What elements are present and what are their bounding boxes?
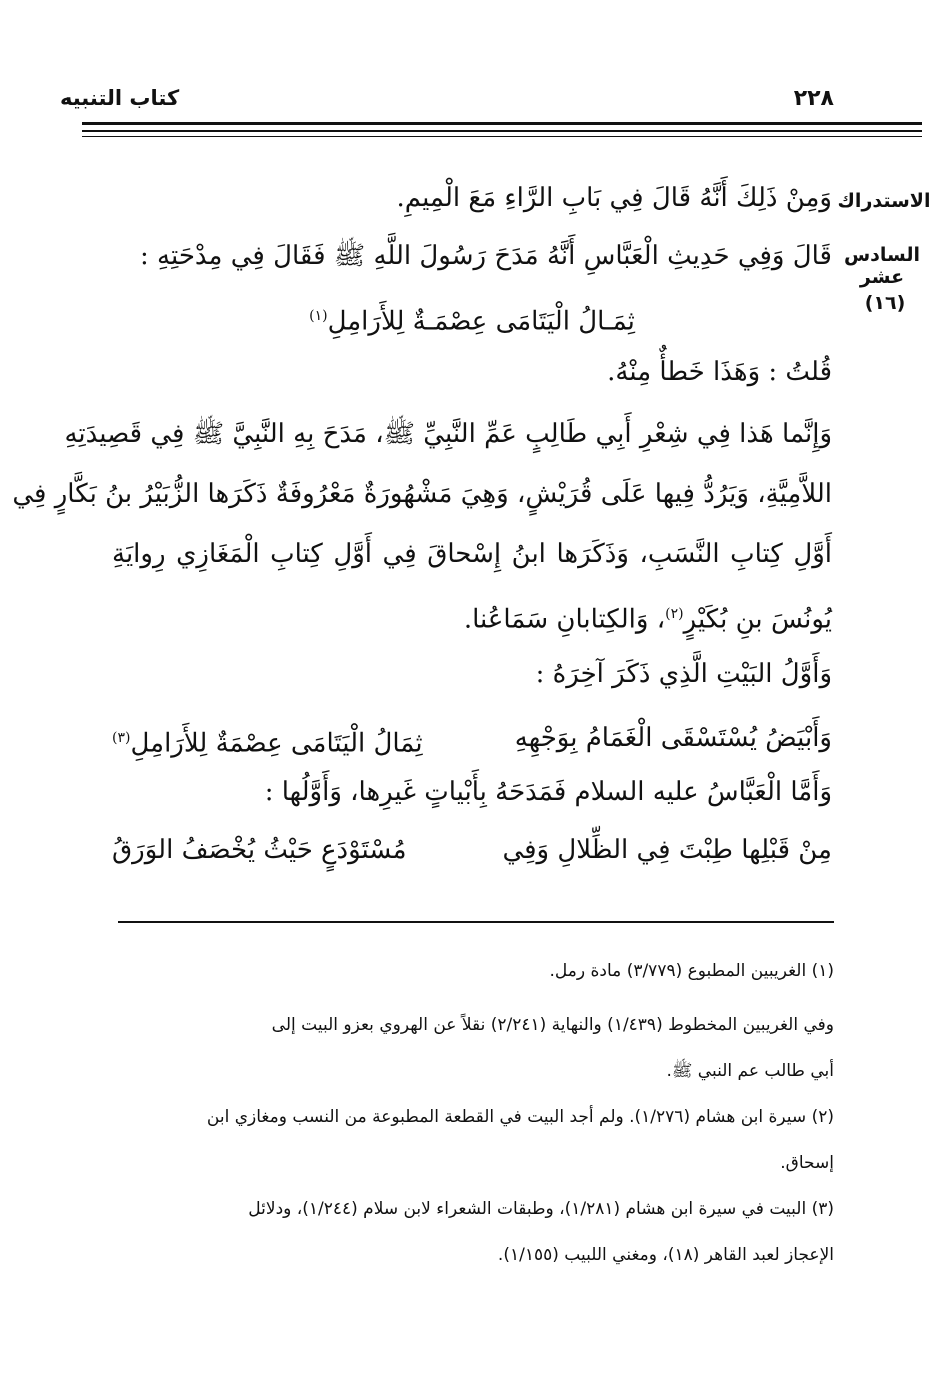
body-line-5: وَأَمَّا الْعَبَّاسُ عليه السلام فَمَدَحَهُ بِأَبْياتٍ غَيرِها، وَأَوَّلُها : <box>264 777 832 807</box>
verse-2 <box>112 718 832 764</box>
footnote-ref-3: (٣) <box>112 730 131 746</box>
footnote-separator <box>118 921 834 923</box>
verse-2-first-hemistich: وَأَبْيَضُ يُسْتَسْقَى الْغَمَامُ بِوَجْهِهِ <box>514 723 832 753</box>
header-rule-middle <box>82 130 922 132</box>
footnote-1-line-2: وفي الغريبين المخطوط (١/٤٣٩) والنهاية (٢/٢٤١) نقلاً عن الهروي بعزو البيت إلى <box>271 1015 834 1035</box>
footnote-2-line-1: (٢) سيرة ابن هشام (١/٢٧٦). ولم أجد البيت في القطعة المطبوعة من النسب ومغازي ابن <box>206 1107 834 1127</box>
body-line-1: وَمِنْ ذَلِكَ أَنَّهُ قَالَ فِي بَابِ الرَّاءِ مَعَ الْمِيمِ. <box>396 183 832 213</box>
footnote-3-line-2: الإعجاز لعبد القاهر (١٨)، ومغني اللبيب (١/١٥٥). <box>497 1245 834 1265</box>
body-line-4: وَأَوَّلُ البَيْتِ الَّذِي ذَكَرَ آخِرَهُ : <box>535 659 832 689</box>
verse-3-first-hemistich: مِنْ قَبْلِها طِبْتَ فِي الظِّلالِ وَفِي <box>502 835 832 865</box>
footnote-ref-2: (٢) <box>665 606 684 622</box>
verse-1 <box>112 296 832 342</box>
book-title: كتاب التنبيه <box>60 86 180 110</box>
footnote-2-line-2: إسحاق. <box>780 1153 834 1173</box>
paragraph-line-4 <box>112 594 832 640</box>
header-rule-thin <box>82 136 922 137</box>
footnote-ref-1: (١) <box>309 308 328 324</box>
paragraph-line-3: أَوَّلِ كِتابِ النَّسَبِ، وَذَكَرَها ابنُ إِسْحاقَ فِي أَوَّلِ كِتابِ الْمَغَازِي رِوايَةِ <box>112 539 832 569</box>
footnote-1-line-1: (١) الغريبين المطبوع (٣/٧٧٩) مادة رمل. <box>549 961 834 981</box>
footnote-3-line-1: (٣) البيت في سيرة ابن هشام (١/٢٨١)، وطبقات الشعراء لابن سلام (١/٢٤٤)، ودلائل <box>248 1199 834 1219</box>
verse-3-second-hemistich: مُسْتَوْدَعٍ حَيْثُ يُخْصَفُ الوَرَقُ <box>112 835 407 865</box>
footnote-1-line-3: أبي طالب عم النبي ﷺ. <box>666 1061 834 1081</box>
paragraph-line-4-a: يُونُسَ بنِ بُكَيْرٍ <box>683 604 832 635</box>
header-rule-thick <box>82 122 922 125</box>
sidebar-label-line1: الاستدراك <box>837 190 931 212</box>
paragraph-line-4-b: ، وَالكِتابانِ سَمَاعُنا. <box>463 604 666 635</box>
verse-1-text: ثِمَـالُ الْيَتَامَى عِصْمَـةٌ لِلأَرَامِلِ <box>327 306 635 337</box>
page-number: ٢٢٨ <box>793 86 834 111</box>
body-line-2: قَالَ وَفِي حَدِيثِ الْعَبَّاسِ أَنَّهُ مَدَحَ رَسُولَ اللَّهِ ﷺ فَقَالَ فِي مِدْحَتِهِ : <box>140 241 832 271</box>
paragraph-line-1: وَإِنَّما هَذا فِي شِعْرِ أَبِي طَالِبٍ عَمِّ النَّبِيِّ ﷺ، مَدَحَ بِهِ النَّبِيَّ ﷺ فِي قَصِيدَتِهِ <box>64 419 832 449</box>
sidebar-label-number: (١٦) <box>864 292 906 314</box>
verse-2-second-text: ثِمَالُ الْيَتَامَى عِصْمَةٌ لِلأَرَامِلِ <box>130 728 423 759</box>
body-line-3: قُلتُ : وَهَذَا خَطأٌ مِنْهُ. <box>607 357 832 387</box>
verse-2-second-hemistich <box>112 718 423 764</box>
paragraph-line-2: اللاَّمِيَّةِ، وَيَرُدُّ فِيها عَلَى قُرَيْشٍ، وَهِيَ مَشْهُورَةٌ مَعْرُوفَةٌ ذَكَرَها الزُّبَيْرُ بنُ بَكَّارٍ فِي <box>12 479 832 509</box>
sidebar-label-line2: السادس عشر <box>843 244 921 288</box>
verse-3 <box>112 830 832 870</box>
